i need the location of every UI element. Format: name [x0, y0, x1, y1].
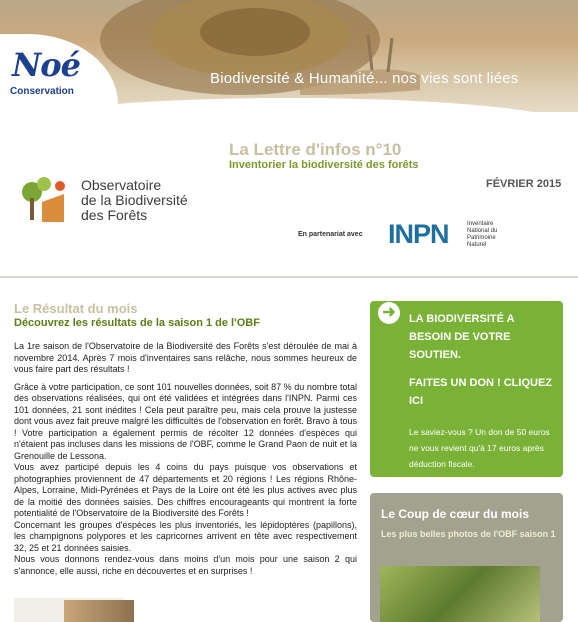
coup-title: Le Coup de cœur du mois [381, 507, 530, 521]
coup-photo[interactable] [380, 566, 540, 622]
article-body [14, 341, 357, 577]
article-paragraph: Concernant les groupes d'espèces les plus inventoriés, les lépidoptères (papillons), les champignons polypores et les capricornes arrivent en tête avec respectivement 32, 25 et 21 données saisies. [14, 519, 357, 553]
obf-title-line: de la Biodiversité [81, 192, 188, 208]
inpn-logo-subtitle: Inventaire National du Patrimoine Naturel [467, 221, 498, 248]
donate-heading: LA BIODIVERSITÉ A BESOIN DE VOTRE SOUTIEN. [409, 313, 515, 361]
donate-note: Le saviez-vous ? Un don de 50 euros ne vous revient qu'à 17 euros après déduction fiscale. [409, 427, 550, 469]
article-paragraph: Nous vous donnons rendez-vous dans moins d'un mois pour une saison 2 qui s'annonce, elle aussi, riche en découvertes et en surprises ! [14, 554, 357, 576]
brand-logo[interactable]: Noé [12, 46, 80, 84]
partner-label: En partenariat avec [298, 231, 363, 238]
donate-link[interactable]: FAITES UN DON ! CLIQUEZ ICI [409, 377, 552, 407]
divider [0, 276, 578, 278]
article-paragraph: Vous avez participé depuis les 4 coins du pays puisque vos observations et photographies proviennent de 47 départements et 20 régions ! Les régions Rhône-Alpes, Lorraine, Midi-Pyrénées et Pays de la Loire ont été les plus actives avec plus de la moitié des données saisies. Des chiffres encourageants qui montrent la forte potentialité de l'Observatoire de la Biodiversité des Forêts ! [14, 462, 357, 518]
header-tagline: Biodiversité & Humanité... nos vies sont liées [210, 70, 519, 87]
obf-title-line: Observatoire [81, 177, 162, 193]
inpn-logo[interactable]: INPN [388, 219, 449, 249]
newsletter-title: La Lettre d'infos n°10 [229, 140, 402, 159]
newsletter-subtitle: Inventorier la biodiversité des forêts [229, 159, 419, 171]
obf-logo-icon [14, 172, 74, 228]
section-subtitle: Découvrez les résultats de la saison 1 de l'OBF [14, 317, 260, 329]
newsletter-date: FÉVRIER 2015 [486, 178, 562, 190]
section-title: Le Résultat du mois [14, 301, 138, 316]
obf-title-line: des Forêts [81, 207, 148, 223]
coup-subtitle[interactable]: Les plus belles photos de l'OBF saison 1 [381, 529, 556, 539]
article-paragraph: La 1re saison de l'Observatoire de la Biodiversité des Forêts s'est déroulée de mai à novembre 2014. Après 7 mois d'inventaires sans relâche, nous sommes heureux de vous faire part des résultats ! [14, 341, 357, 374]
brand-subtitle: Conservation [10, 86, 74, 97]
article-paragraph: Grâce à votre participation, ce sont 101 nouvelles données, soit 87 % du nombre total des observations réalisées, qui ont été validées et intégrées dans l'INPN. Parmi ces 101 données, 21 sont inédites ! Cela peut paraître peu, mais cela prouve la justesse dont vous avez fait preuve malgré les difficultés de l'observation en forêt. Bravo à tous ! Votre participation a également permis de récolter 12 données d'espèces qui n'étaient pas incluses dans les missions de l'OBF, comme le Grand Paon de nuit et la Grenouille de Lessona. [14, 381, 357, 461]
article-photo [64, 600, 134, 622]
obf-title [81, 178, 188, 223]
arrow-right-circle-icon[interactable]: ➜ [378, 302, 400, 324]
